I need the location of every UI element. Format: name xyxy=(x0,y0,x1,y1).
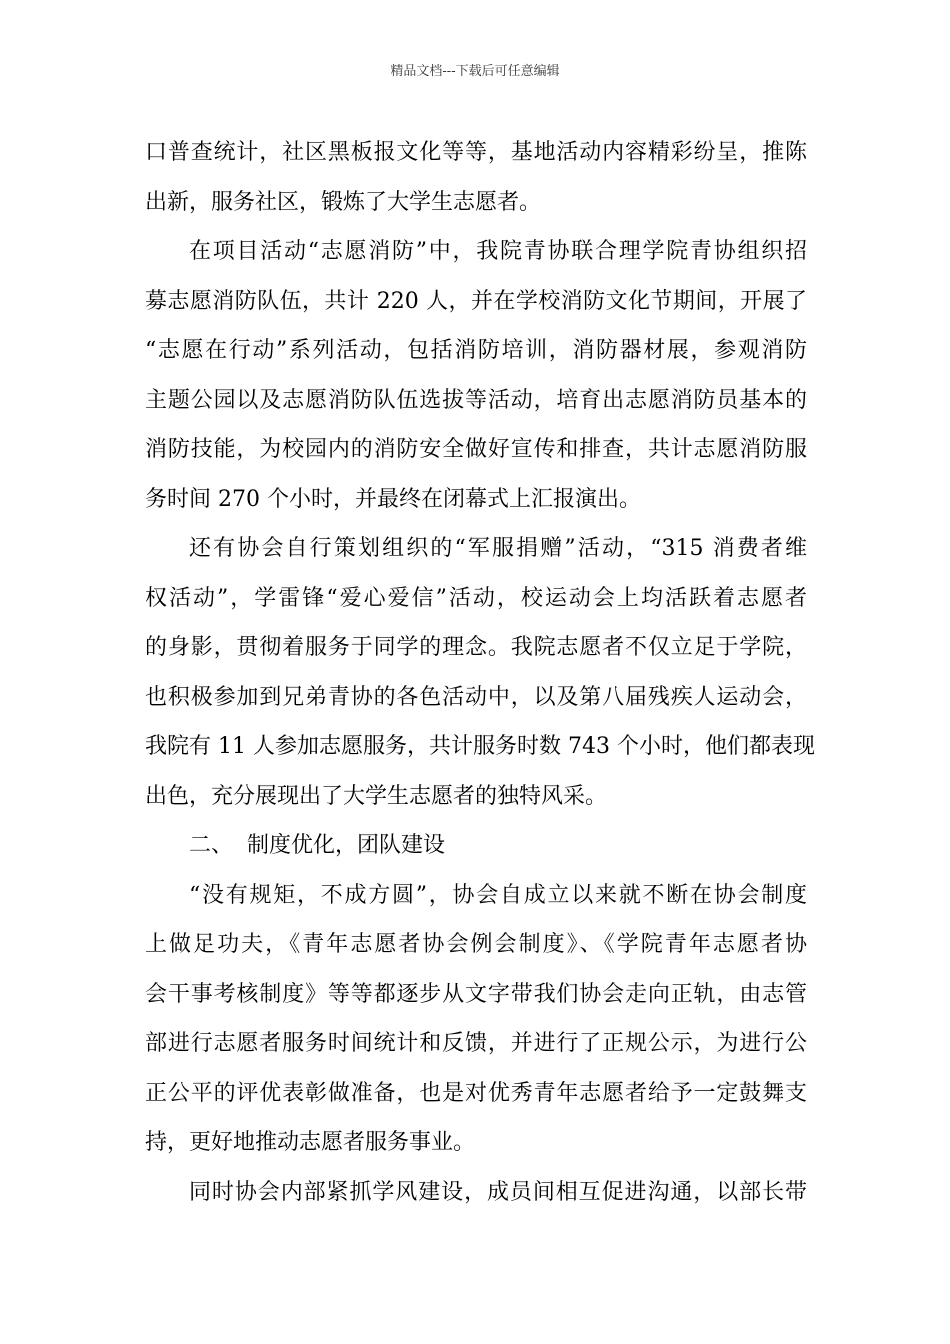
text-line: 出新，服务社区，锻炼了大学生志愿者。 xyxy=(145,189,542,215)
text-line: 持，更好地推动志愿者服务事业。 xyxy=(145,1130,476,1155)
text-line: 我院有 11 人参加志愿服务，共计服务时数 743 个小时，他们都表现 xyxy=(145,734,815,759)
text-line: 权活动”，学雷锋“爱心爱信”活动，校运动会上均活跃着志愿者 xyxy=(145,585,807,611)
text-line: 口普查统计，社区黑板报文化等等，基地活动内容精彩纷呈，推陈 xyxy=(145,140,807,165)
page-header: 精品文档---下载后可任意编辑 xyxy=(390,64,560,79)
text-line: 还有协会自行策划组织的“军服捐赠”活动，“315 消费者维 xyxy=(189,536,807,561)
text-line: “志愿在行动”系列活动，包括消防培训，消防器材展，参观消防 xyxy=(145,338,807,363)
text-line: 会干事考核制度》等等都逐步从文字带我们协会走向正轨，由志管 xyxy=(145,981,807,1007)
text-line: 部进行志愿者服务时间统计和反馈，并进行了正规公示，为进行公 xyxy=(145,1031,807,1056)
text-line: 正公平的评优表彰做准备，也是对优秀青年志愿者给予一定鼓舞支 xyxy=(145,1080,807,1106)
text-line: 出色，充分展现出了大学生志愿者的独特风采。 xyxy=(145,783,608,809)
text-line: 主题公园以及志愿消防队伍选拔等活动，培育出志愿消防员基本的 xyxy=(145,387,807,413)
document-body xyxy=(145,134,815,1223)
text-line: 募志愿消防队伍，共计 220 人，并在学校消防文化节期间，开展了 xyxy=(145,288,807,314)
text-line: “没有规矩，不成方圆”，协会自成立以来就不断在协会制度 xyxy=(189,882,807,908)
section-heading xyxy=(145,827,807,877)
text-line: 的身影，贯彻着服务于同学的理念。我院志愿者不仅立足于学院， xyxy=(145,635,807,660)
text-line: 在项目活动“志愿消防”中，我院青协联合理学院青协组织招 xyxy=(189,239,807,264)
section-title: 制度优化，团队建设 xyxy=(247,833,446,858)
text-line: 同时协会内部紧抓学风建设，成员间相互促进沟通，以部长带 xyxy=(189,1179,807,1205)
text-line: 上做足功夫，《青年志愿者协会例会制度》、《学院青年志愿者协 xyxy=(145,932,807,957)
text-line: 也积极参加到兄弟青协的各色活动中，以及第八届残疾人运动会， xyxy=(145,684,807,710)
text-line: 消防技能，为校园内的消防安全做好宣传和排查，共计志愿消防服 xyxy=(145,437,807,462)
text-line: 务时间 270 个小时，并最终在闭幕式上汇报演出。 xyxy=(145,486,641,512)
section-number: 二、 xyxy=(189,833,234,858)
